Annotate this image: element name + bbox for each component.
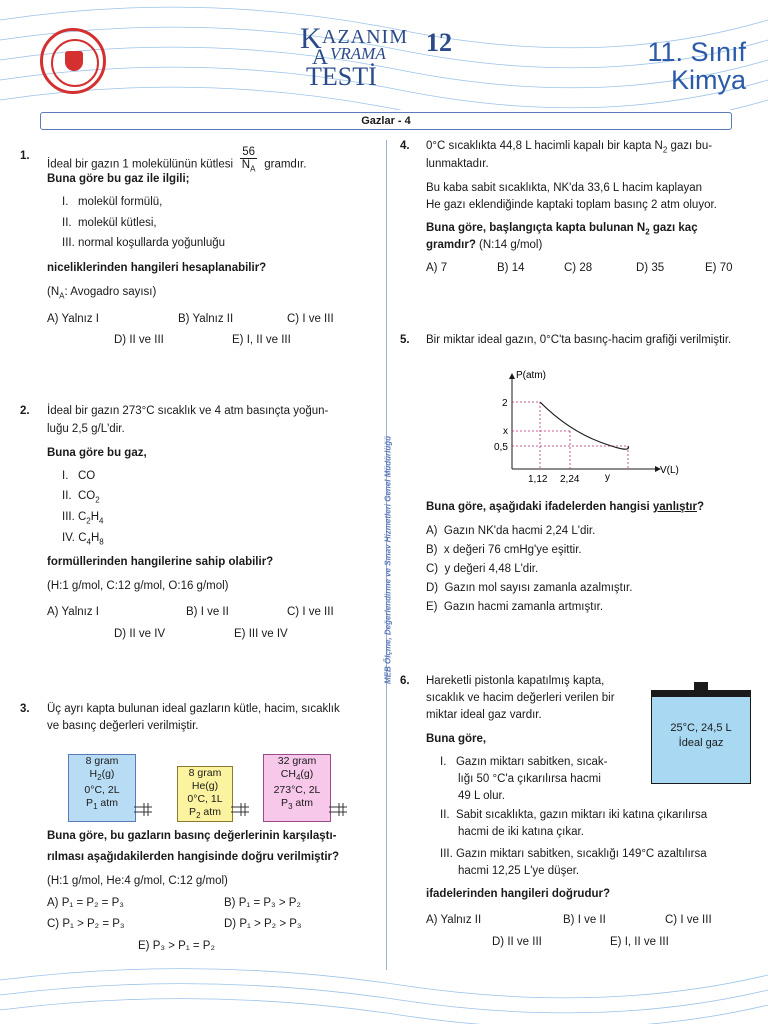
q1-stem-a: İdeal bir gazın 1 molekülünün kütlesi xyxy=(47,158,234,171)
h2-p-b: atm xyxy=(97,797,118,810)
q1-prompt: Buna göre bu gaz ile ilgili; xyxy=(47,173,190,185)
q6-item-3-line-1: III. Gazın miktarı sabitken, sıcaklığı 149°C azaltılırsa xyxy=(440,848,707,860)
q6-item-2-line-2: hacmi de iki katına çıkar. xyxy=(458,826,584,838)
q3-number: 3. xyxy=(20,703,30,715)
q2-i3-b: H xyxy=(90,511,100,523)
q6-item-1-line-1: I. Gazın miktarı sabitken, sıcak- xyxy=(440,756,608,768)
q4-stem-1 xyxy=(426,140,712,154)
q5-option-d[interactable]: D) Gazın mol sayısı zamanla azalmıştır. xyxy=(426,582,633,594)
ministry-seal xyxy=(40,28,106,94)
q6-item-3-line-2: hacmi 12,25 L'ye düşer. xyxy=(458,865,580,877)
y-axis-arrow xyxy=(509,373,515,379)
q4-stem-4: He gazı eklendiğinde kaptaki toplam basınç 2 atm oluyor. xyxy=(426,199,717,211)
q2-option-c[interactable]: C) I ve III xyxy=(287,606,334,618)
pv-curve xyxy=(540,402,628,449)
ch4-f-sub: 4 xyxy=(295,773,301,783)
x-tick-y: y xyxy=(605,472,610,483)
subject-label: Kimya xyxy=(670,65,746,95)
q6-option-e[interactable]: E) I, II ve III xyxy=(610,936,669,948)
h2-f-a: H xyxy=(89,768,98,780)
valve-1 xyxy=(134,800,152,820)
q3-option-a[interactable]: A) P₁ = P₂ = P₃ xyxy=(47,897,124,909)
he-mass: 8 gram xyxy=(188,767,222,779)
q2-stem-1: İdeal bir gazın 273°C sıcaklık ve 4 atm basınçta yoğun- xyxy=(47,405,329,417)
q4-note: (N:14 g/mol) xyxy=(475,239,543,251)
container-ch4 xyxy=(263,754,331,822)
q4-option-b[interactable]: B) 14 xyxy=(497,262,525,274)
pv-graph xyxy=(488,364,688,484)
he-conditions: 0°C, 1L xyxy=(187,793,223,805)
q6-stem-3: miktar ideal gaz vardır. xyxy=(426,709,542,721)
q2-option-d[interactable]: D) II ve IV xyxy=(114,628,166,640)
q5-stem: Bir miktar ideal gazın, 0°C'ta basınç-hacim grafiği verilmiştir. xyxy=(426,334,732,346)
q5-q-b: ? xyxy=(696,501,705,513)
q1-option-d[interactable]: D) II ve III xyxy=(114,334,164,346)
q2-i4-a: IV. C xyxy=(62,532,87,544)
ch4-f-b: (g) xyxy=(300,768,314,780)
q2-question: formüllerinden hangilerine sahip olabilir? xyxy=(47,556,274,568)
logo-vrama: VRAMA xyxy=(330,44,386,63)
h2-mass: 8 gram xyxy=(85,755,119,767)
q5-option-e[interactable]: E) Gazın hacmi zamanla artmıştır. xyxy=(426,601,604,613)
q5-question xyxy=(426,501,704,513)
valve-3 xyxy=(329,800,347,820)
h2-formula xyxy=(69,768,135,784)
q4-option-c[interactable]: C) 28 xyxy=(564,262,593,274)
graph-xlabel: V(L) xyxy=(660,465,679,476)
q4-q2-text: gramdır? xyxy=(426,239,476,251)
q1-note-b: : Avogadro sayısı) xyxy=(64,286,157,298)
q5-q-underlined: yanlıştır xyxy=(652,501,697,513)
ch4-pressure xyxy=(264,797,330,813)
q2-i4-s2: 8 xyxy=(99,537,104,547)
q1-item-1: I. molekül formülü, xyxy=(62,196,163,208)
y-tick-2: 2 xyxy=(502,398,508,409)
q1-number: 1. xyxy=(20,150,30,162)
h2-f-sub: 2 xyxy=(97,773,102,783)
logo-testi: TESTİ xyxy=(306,62,377,91)
q2-i2-sub: 2 xyxy=(95,495,100,505)
q2-option-a[interactable]: A) Yalnız I xyxy=(47,606,99,618)
q3-note: (H:1 g/mol, He:4 g/mol, C:12 g/mol) xyxy=(47,875,228,887)
logo-letter-a: A xyxy=(312,44,328,69)
y-tick-05: 0,5 xyxy=(494,442,508,453)
q6-prompt: Buna göre, xyxy=(426,733,487,745)
q2-item-4 xyxy=(62,532,104,546)
q4-s1-b: gazı bu- xyxy=(667,140,713,152)
q6-stem-1: Hareketli pistonla kapatılmış kapta, xyxy=(426,675,605,687)
gas-conditions: 25°C, 24,5 L xyxy=(670,722,732,734)
he-p-b: atm xyxy=(200,806,221,818)
q2-i3-s1: 2 xyxy=(86,516,91,526)
q1-note-a: (N xyxy=(47,286,60,298)
q1-item-3: III. normal koşullarda yoğunluğu xyxy=(62,237,226,249)
ch4-p-a: P xyxy=(281,797,289,810)
q4-q1-a: Buna göre, başlangıçta kapta bulunan N xyxy=(426,222,646,234)
h2-pressure xyxy=(69,797,135,813)
h2-p-a: P xyxy=(86,797,94,810)
q2-number: 2. xyxy=(20,405,30,417)
q3-option-e[interactable]: E) P₃ > P₁ = P₂ xyxy=(138,940,215,952)
q3-option-c[interactable]: C) P₁ > P₂ = P₃ xyxy=(47,918,125,930)
q4-option-e[interactable]: E) 70 xyxy=(705,262,733,274)
q6-stem-2: sıcaklık ve hacim değerleri verilen bir xyxy=(426,692,615,704)
valve-2 xyxy=(231,800,249,820)
ch4-p-sub: 3 xyxy=(288,802,293,812)
ch4-p-b: atm xyxy=(292,797,313,810)
q5-option-c[interactable]: C) y değeri 4,48 L'dir. xyxy=(426,563,539,575)
q5-number: 5. xyxy=(400,334,410,346)
q4-s1-a: 0°C sıcaklıkta 44,8 L hacimli kapalı bir kapta N xyxy=(426,140,663,152)
q6-item-1-line-2: lığı 50 °C'a çıkarılırsa hacmi xyxy=(458,773,601,785)
q4-stem-2: lunmaktadır. xyxy=(426,158,489,170)
q4-stem-3: Bu kaba sabit sıcaklıkta, NK'da 33,6 L hacim kaplayan xyxy=(426,182,703,194)
q2-item-3 xyxy=(62,511,104,525)
q3-stem-2: ve basınç değerleri verilmiştir. xyxy=(47,720,199,732)
q2-note: (H:1 g/mol, C:12 g/mol, O:16 g/mol) xyxy=(47,580,229,592)
q3-question-2: rılması aşağıdakilerden hangisinde doğru verilmiştir? xyxy=(47,851,340,863)
q1-question: niceliklerinden hangileri hesaplanabilir? xyxy=(47,262,267,274)
logo-azanim: AZANIM xyxy=(322,26,408,48)
q1-frac-bottom xyxy=(240,159,257,175)
q3-option-b[interactable]: B) P₁ = P₃ > P₂ xyxy=(224,897,301,909)
q4-option-d[interactable]: D) 35 xyxy=(636,262,665,274)
q5-option-a[interactable]: A) Gazın NK'da hacmi 2,24 L'dir. xyxy=(426,525,596,537)
container-he xyxy=(177,766,233,822)
q1-frac-top: 56 xyxy=(242,146,256,158)
q1-option-e[interactable]: E) I, II ve III xyxy=(232,334,291,346)
ch4-formula xyxy=(264,768,330,784)
he-p-a: P xyxy=(189,806,197,818)
q1-frac-bot-n: N xyxy=(241,159,251,171)
q3-stem-1: Üç ayrı kapta bulunan ideal gazların kütle, hacim, sıcaklık xyxy=(47,703,340,715)
piston-plate xyxy=(652,690,750,697)
container-h2 xyxy=(68,754,136,822)
q1-item-2: II. molekül kütlesi, xyxy=(62,217,157,229)
ch4-mass: 32 gram xyxy=(277,755,317,767)
q6-option-d[interactable]: D) II ve III xyxy=(492,936,542,948)
grade-label: 11. Sınıf xyxy=(647,37,746,67)
q4-option-a[interactable]: A) 7 xyxy=(426,262,448,274)
footer-wave-background xyxy=(0,960,768,1024)
q1-fraction xyxy=(240,146,257,175)
q2-stem-2: luğu 2,5 g/L'dir. xyxy=(47,423,125,435)
q4-q1-b: gazı kaç xyxy=(649,222,698,234)
q2-i3-a: III. C xyxy=(62,511,87,523)
q2-i4-b: H xyxy=(90,532,100,544)
q4-number: 4. xyxy=(400,140,410,152)
test-number: 12 xyxy=(426,28,452,57)
piston-handle xyxy=(694,682,708,690)
q1-note-sub: A xyxy=(59,291,65,301)
x-tick-224: 2,24 xyxy=(560,474,580,484)
y-tick-x: x xyxy=(503,426,508,437)
q1-frac-sub: A xyxy=(250,164,256,174)
q1-stem-b: gramdır. xyxy=(264,158,307,171)
q4-s1-sub: 2 xyxy=(662,145,668,155)
q6-item-2-line-1: II. Sabit sıcaklıkta, gazın miktarı iki katına çıkarılırsa xyxy=(440,809,708,821)
q2-option-b[interactable]: B) I ve II xyxy=(186,606,229,618)
q5-option-b[interactable]: B) x değeri 76 cmHg'ye eşittir. xyxy=(426,544,582,556)
q6-number: 6. xyxy=(400,675,410,687)
q1-note xyxy=(47,286,156,300)
q1-option-c[interactable]: C) I ve III xyxy=(287,313,334,325)
ch4-conditions: 273°C, 2L xyxy=(273,784,321,797)
q2-item-2 xyxy=(62,490,100,504)
q6-item-1-line-3: 49 L olur. xyxy=(458,790,505,802)
q2-i4-s1: 4 xyxy=(86,537,91,547)
q4-q1-sub: 2 xyxy=(645,227,650,237)
he-pressure xyxy=(178,806,232,822)
q2-i2-text: II. CO xyxy=(62,490,96,502)
q3-question-1: Buna göre, bu gazların basınç değerlerinin karşılaştı- xyxy=(47,830,337,842)
q6-option-a[interactable]: A) Yalnız II xyxy=(426,914,482,926)
side-organization-text: MEB Ölçme, Değerlendirme ve Sınav Hizmetleri Genel Müdürlüğü xyxy=(383,435,393,685)
graph-ylabel: P(atm) xyxy=(516,370,546,381)
q2-i3-s2: 4 xyxy=(99,516,104,526)
q4-question-1 xyxy=(426,222,698,236)
q6-option-c[interactable]: C) I ve III xyxy=(665,914,712,926)
q6-option-b[interactable]: B) I ve II xyxy=(563,914,606,926)
h2-p-sub: 1 xyxy=(93,802,98,812)
ch4-f-a: CH xyxy=(280,768,296,780)
q2-option-e[interactable]: E) III ve IV xyxy=(234,628,288,640)
q2-item-1: I. CO xyxy=(62,470,96,482)
q3-option-d[interactable]: D) P₁ > P₂ > P₃ xyxy=(224,918,302,930)
h2-f-b: (g) xyxy=(101,768,115,780)
he-p-sub: 2 xyxy=(196,811,201,821)
q1-option-b[interactable]: B) Yalnız II xyxy=(178,313,234,325)
logo-letter-k: K xyxy=(300,22,322,55)
q5-q-a: Buna göre, aşağıdaki ifadelerden hangisi xyxy=(426,501,653,513)
q4-question-2 xyxy=(426,239,542,251)
gas-region xyxy=(652,697,750,783)
x-tick-112: 1,12 xyxy=(528,474,548,484)
piston-container xyxy=(651,690,751,784)
q6-question: ifadelerinden hangileri doğrudur? xyxy=(426,888,611,900)
he-formula: He(g) xyxy=(191,780,219,792)
q1-option-a[interactable]: A) Yalnız I xyxy=(47,313,99,325)
h2-conditions: 0°C, 2L xyxy=(84,784,120,797)
graph-guides xyxy=(512,402,628,469)
topic-title: Gazlar - 4 xyxy=(40,112,732,130)
gas-label: İdeal gaz xyxy=(678,737,724,749)
test-logo xyxy=(300,24,470,94)
q2-prompt: Buna göre bu gaz, xyxy=(47,447,147,459)
